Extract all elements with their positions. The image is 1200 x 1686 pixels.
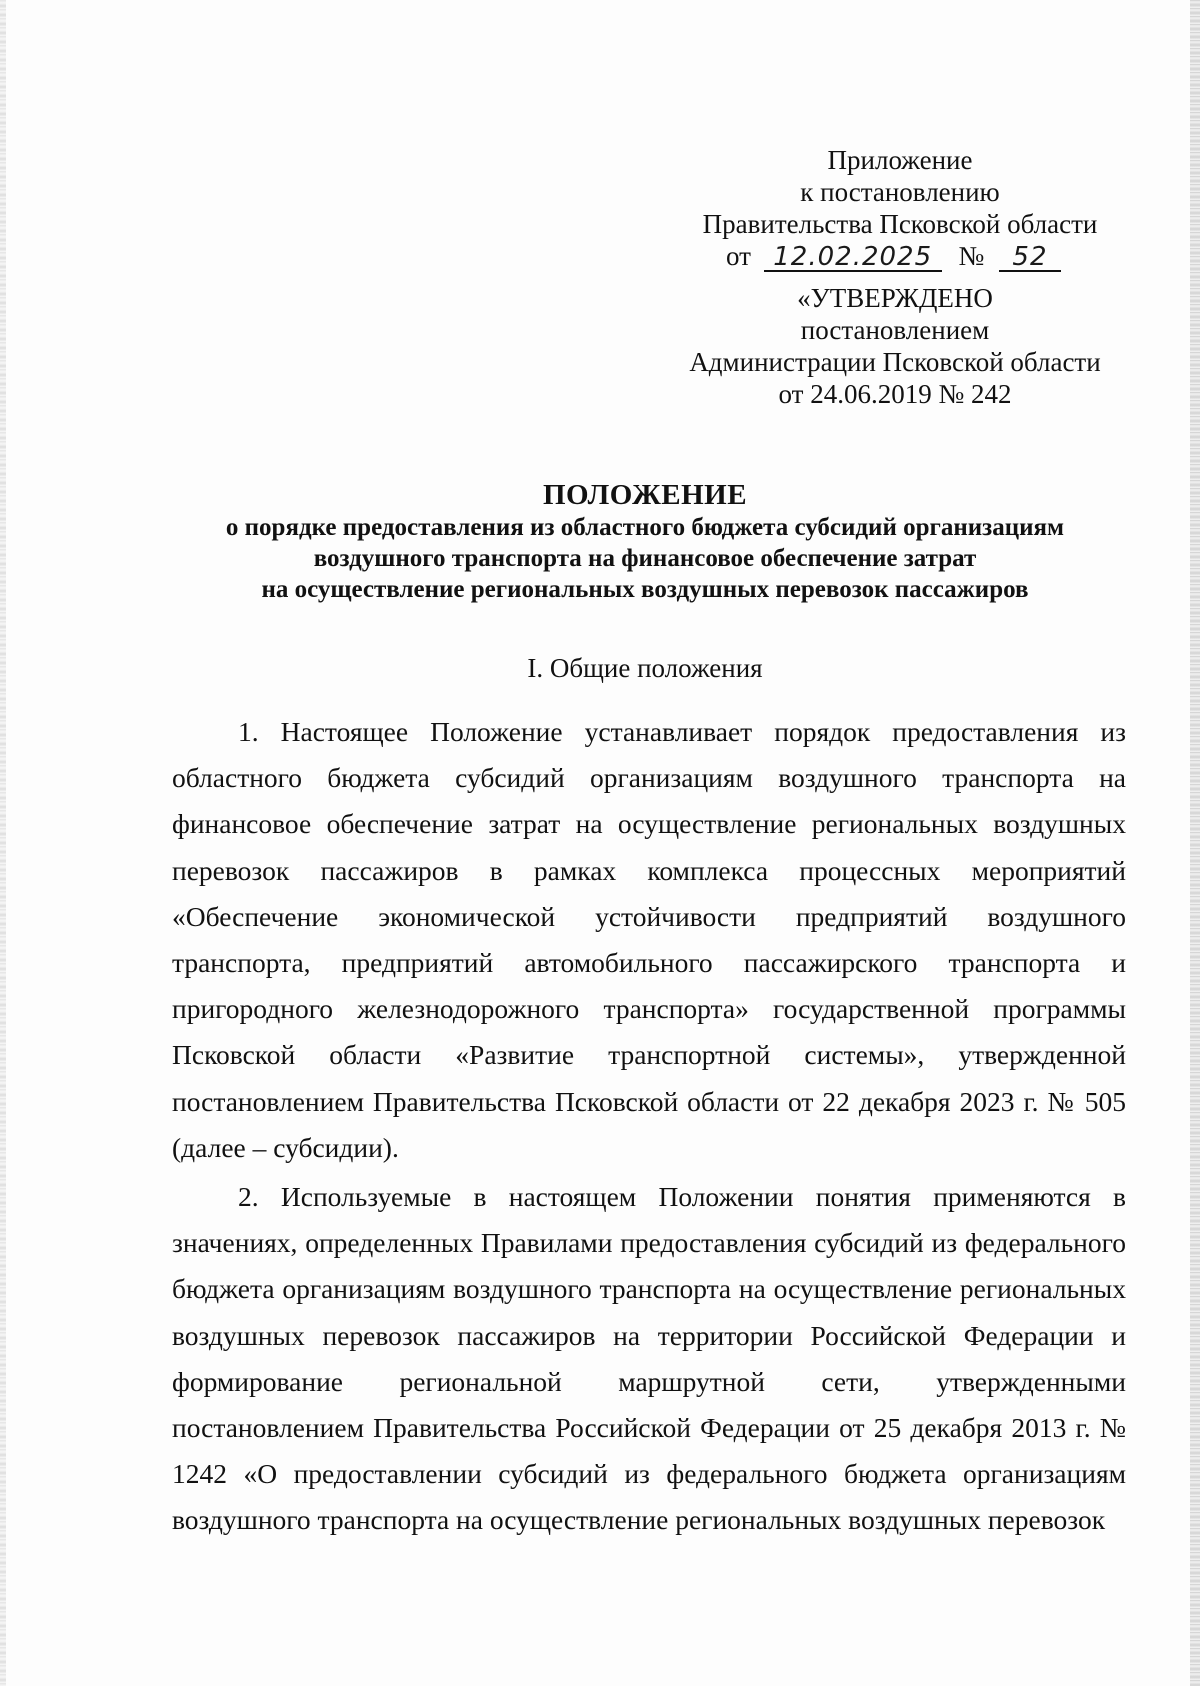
annex-line-3: Правительства Псковской области: [702, 209, 1098, 239]
annex-date-line: [680, 240, 1120, 272]
annex-number-sign: №: [958, 241, 985, 271]
title-main: ПОЛОЖЕНИЕ: [542, 479, 748, 511]
annex-line-1: Приложение: [827, 145, 973, 175]
approved-line-2: постановлением: [800, 315, 990, 345]
approved-line-1: «УТВЕРЖДЕНО: [797, 283, 993, 313]
scan-edge-left: [0, 0, 6, 1686]
title-sub-line-1: о порядке предоставления из областного бюджета субсидий организациям: [225, 514, 1065, 541]
handwritten-date: 12.02.2025: [764, 244, 942, 272]
paragraph-2: 2. Используемые в настоящем Положении понятия применяются в значениях, определенных Правилами предоставления субсидий из федерального бюджета организациям воздушного транспорта на осуществление региональных воздушных перевозок пассажиров на территории Российской Федерации и формирование региональной маршрутной сети, утвержденными постановлением Правительства Российской Федерации от 25 декабря 2013 г. № 1242 «О предоставлении субсидий из федерального бюджета организациям воздушного транспорта на осуществление региональных воздушных перевозок: [172, 1181, 1126, 1536]
section-heading: I. Общие положения: [527, 653, 763, 683]
annex-header: [680, 144, 1120, 272]
annex-line-2: к постановлению: [800, 177, 1000, 207]
handwritten-number: 52: [999, 244, 1061, 272]
scan-edge-right: [1190, 0, 1200, 1686]
title-sub-line-3: на осуществление региональных воздушных перевозок пассажиров: [261, 576, 1029, 603]
approved-line-4: от 24.06.2019 № 242: [778, 379, 1012, 409]
title-subtitle: [100, 512, 1190, 605]
document-body: [172, 709, 1126, 1547]
paragraph-1: 1. Настоящее Положение устанавливает порядок предоставления из областного бюджета субсидий организациям воздушного транспорта на финансовое обеспечение затрат на осуществление региональных воздушных перевозок пассажиров в рамках комплекса процессных мероприятий «Обеспечение экономической устойчивости предприятий воздушного транспорта, предприятий автомобильного пассажирского транспорта и пригородного железнодорожного транспорта» государственной программы Псковской области «Развитие транспортной системы», утвержденной постановлением Правительства Псковской области от 22 декабря 2023 г. № 505 (далее – субсидии).: [172, 716, 1126, 1163]
approved-stamp-text: [660, 282, 1130, 410]
document-title: [100, 478, 1190, 605]
annex-date-prefix: от: [726, 241, 751, 271]
title-sub-line-2: воздушного транспорта на финансовое обеспечение затрат: [313, 545, 977, 572]
approved-line-3: Администрации Псковской области: [689, 347, 1101, 377]
